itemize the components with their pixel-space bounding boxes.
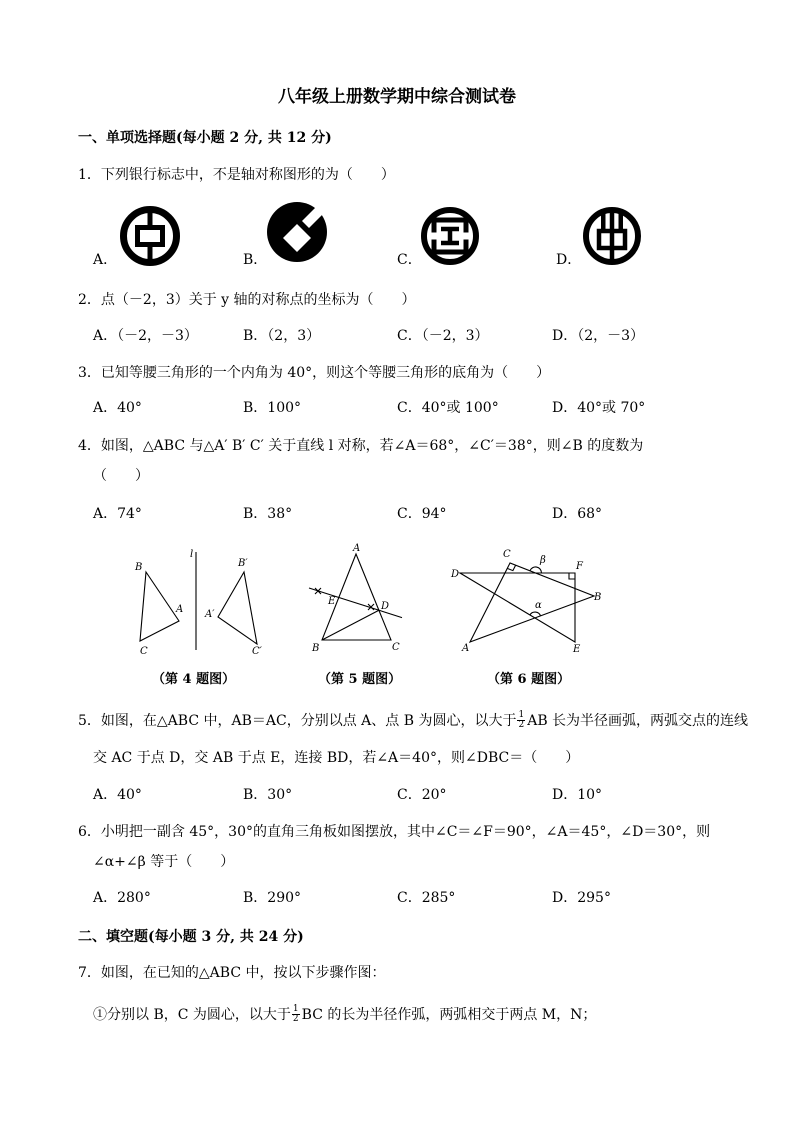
fig6-angle-alpha-arc: [530, 612, 541, 616]
q4-option-a: A．74°: [93, 506, 142, 522]
fig4-label-l: l: [190, 549, 194, 560]
logo-b-diamond: [283, 224, 311, 252]
logo-c-right-gap: [462, 233, 470, 240]
fig6-right-angle-f: [569, 573, 575, 579]
fig5-triangle-abc: [322, 554, 391, 640]
fig6-label-a: A: [462, 643, 470, 654]
fig5-arc-mark-right: [368, 604, 374, 610]
logo-d: [586, 210, 638, 262]
logo-b-slit: [302, 203, 327, 228]
q5-stem-line1: [78, 711, 748, 731]
q7-step1-post: BC 的长为半径作弧，两弧相交于两点 M，N；: [301, 1007, 597, 1023]
logo-b: [267, 202, 327, 262]
fig4-label-c: C: [140, 646, 148, 657]
figure-4: [134, 549, 263, 657]
q7-fraction-one-half: [292, 1005, 300, 1024]
q7-step1: [93, 1005, 596, 1025]
fig4-label-b-prime: B′: [238, 558, 248, 569]
fig4-label-c-prime: C′: [252, 646, 262, 657]
q5-option-a: A．40°: [93, 787, 142, 803]
fig6-angle-beta-arc: [530, 567, 542, 573]
q5-fraction-one-half: [517, 711, 525, 730]
q6-option-d: D．295°: [552, 890, 611, 906]
fig4-caption: （第 4 题图）: [152, 672, 236, 687]
logo-c-square: [434, 220, 466, 252]
q4-option-c: C．94°: [397, 506, 447, 522]
section2-heading: 二、填空题(每小题 3 分, 共 24 分): [78, 929, 304, 945]
q4-stem-line1: 4．如图，△ABC 与△A′ B′ C′ 关于直线 l 对称，若∠A＝68°，∠C′＝38°，则∠B 的度数为: [78, 438, 644, 454]
page-title: 八年级上册数学期中综合测试卷: [278, 87, 516, 107]
q6-stem-line2: ∠α+∠β 等于（ ）: [93, 854, 235, 870]
q3-option-b: B．100°: [243, 400, 302, 416]
logo-b-disc: [267, 202, 327, 262]
fig5-label-c: C: [392, 642, 400, 653]
q7-step1-pre: ①分别以 B，C 为圆心，以大于: [93, 1007, 291, 1023]
q6-stem-line1: 6．小明把一副含 45°，30°的直角三角板如图摆放，其中∠C＝∠F＝90°，∠A＝45°，∠D＝30°，则: [78, 824, 711, 840]
logo-a-ring: [124, 210, 177, 263]
q6-option-a: A．280°: [93, 890, 151, 906]
q6-option-c: C．285°: [397, 890, 456, 906]
logo-c-left-gap: [430, 233, 438, 240]
fig5-perpendicular-bisector: [309, 588, 402, 618]
fig5-caption: （第 5 题图）: [318, 672, 402, 687]
fig4-label-b: B: [135, 562, 143, 573]
q5-fraction-numerator: 1: [518, 709, 525, 720]
q1-option-c: C．: [397, 252, 422, 268]
logo-c-ring: [424, 210, 476, 262]
fig5-label-e: E: [328, 596, 336, 607]
fig6-label-b: B: [594, 592, 602, 603]
q4-option-b: B．38°: [243, 506, 293, 522]
q5-option-b: B．30°: [243, 787, 293, 803]
q2-stem: 2．点（－2，3）关于 y 轴的对称点的坐标为（ ）: [78, 292, 416, 308]
fig5-segment-bd: [322, 610, 379, 640]
q1-option-a: A．: [93, 252, 118, 268]
q6-option-b: B．290°: [243, 890, 302, 906]
figure-6: [450, 549, 601, 655]
q2-option-c: C．（－2，3）: [397, 328, 489, 344]
q5-option-c: C．20°: [397, 787, 447, 803]
logo-c: [424, 210, 476, 262]
q4-stem-line2: （ ）: [93, 468, 149, 484]
logo-d-center-stalk: [610, 212, 615, 260]
q4-option-d: D．68°: [552, 506, 603, 522]
fig6-label-alpha: α: [535, 600, 542, 611]
fig6-label-c: C: [503, 549, 511, 560]
q2-option-d: D．（2，－3）: [552, 328, 645, 344]
q5-stem-line2: 交 AC 于点 D，交 AB 于点 E，连接 BD，若∠A＝40°，则∠DBC＝（ ）: [93, 750, 580, 766]
fig4-triangle-a1b1c1: [218, 572, 257, 644]
fig6-triangle-dfe: [460, 573, 575, 642]
fig4-triangle-abc: [140, 572, 179, 641]
section1-heading: 一、单项选择题(每小题 2 分, 共 12 分): [78, 130, 332, 146]
q2-option-b: B．（2，3）: [243, 328, 321, 344]
fig4-label-a-prime: A′: [205, 609, 215, 620]
logo-d-field: [599, 231, 625, 248]
q7-fraction-numerator: 1: [292, 1003, 299, 1014]
q1-option-b: B．: [243, 252, 268, 268]
fig6-label-f: F: [576, 561, 583, 572]
q5-stem-line1-post: AB 长为半径画弧，两弧交点的连线: [527, 713, 749, 729]
fig4-label-a: A: [176, 604, 184, 615]
fig6-right-angle-c: [507, 565, 515, 570]
q7-fraction-denominator: 2: [292, 1013, 299, 1024]
logo-d-left-stalk: [601, 212, 606, 232]
logo-a: [124, 209, 177, 263]
logo-c-inner-glyph: [441, 229, 459, 243]
q3-option-d: D．40°或 70°: [552, 400, 646, 416]
logo-a-center-square: [138, 228, 163, 245]
fig6-label-e: E: [573, 644, 581, 655]
figures-row: [0, 540, 794, 665]
logo-d-right-stalk: [619, 212, 624, 232]
q3-stem: 3．已知等腰三角形的一个内角为 40°，则这个等腰三角形的底角为（ ）: [78, 365, 551, 381]
fig5-arc-mark-left: [315, 588, 321, 594]
q1-stem: 1．下列银行标志中，不是轴对称图形的为（ ）: [78, 167, 395, 183]
q5-option-d: D．10°: [552, 787, 603, 803]
q5-fraction-denominator: 2: [518, 719, 525, 730]
q3-option-a: A．40°: [93, 400, 142, 416]
fig5-label-a: A: [353, 543, 361, 554]
fig6-triangle-cab: [470, 563, 594, 642]
logo-d-ring: [586, 210, 638, 262]
q7-stem: 7．如图，在已知的△ABC 中，按以下步骤作图：: [78, 965, 386, 981]
logo-a-vertical-bar: [148, 209, 153, 263]
q2-option-a: A．（－2，－3）: [93, 328, 198, 344]
figure-5: [309, 543, 402, 654]
fig6-label-beta: β: [540, 555, 546, 566]
q1-option-d: D．: [556, 252, 582, 268]
q5-stem-line1-pre: 5．如图，在△ABC 中，AB＝AC，分别以点 A、点 B 为圆心，以大于: [78, 713, 517, 729]
q3-option-c: C．40°或 100°: [397, 400, 499, 416]
fig6-label-d: D: [451, 569, 460, 580]
fig6-caption: （第 6 题图）: [487, 672, 571, 687]
fig5-label-b: B: [312, 643, 320, 654]
fig5-label-d: D: [381, 601, 390, 612]
